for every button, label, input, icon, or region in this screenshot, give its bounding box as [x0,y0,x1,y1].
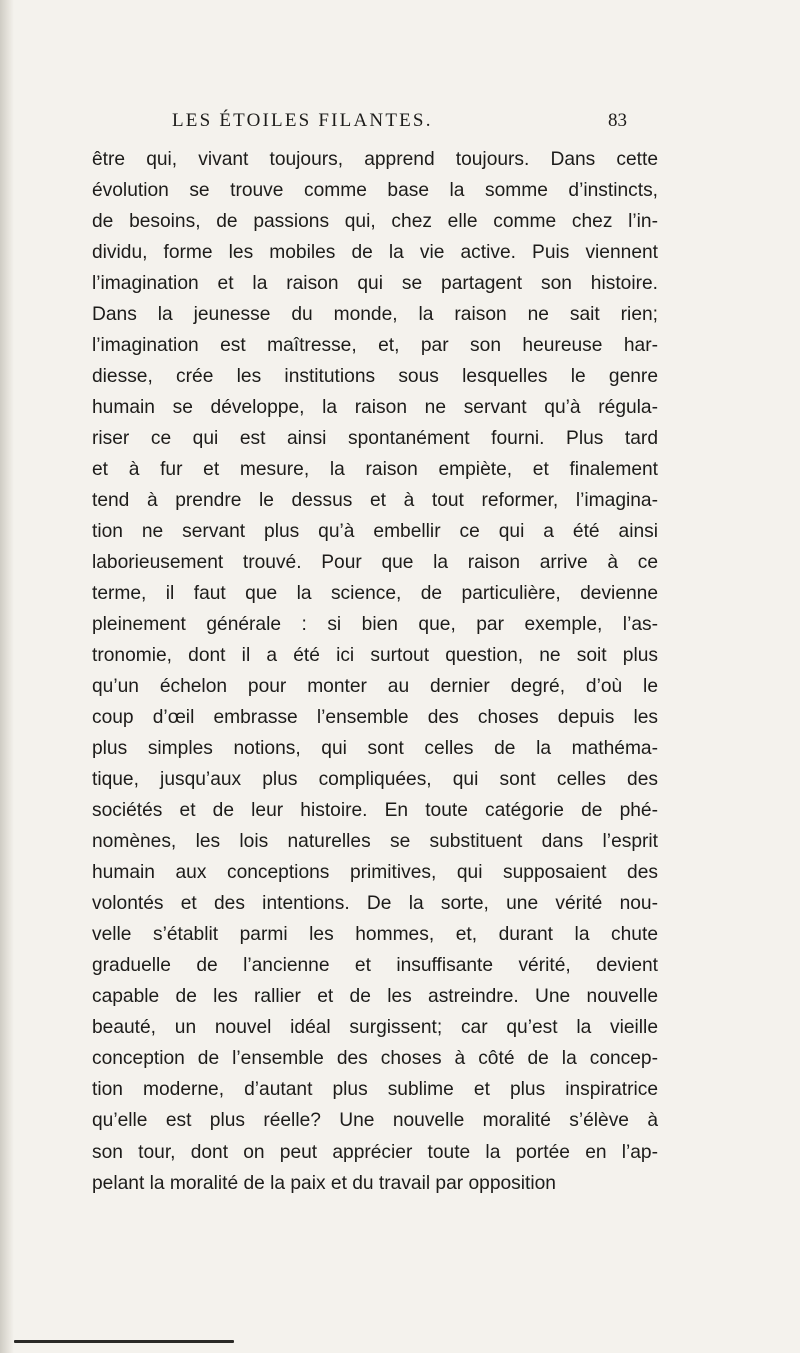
page-number: 83 [608,110,627,131]
text-line: velle s’établit parmi les hommes, et, durant la chute [92,924,658,946]
text-line: coup d’œil embrasse l’ensemble des choses depuis les [92,707,658,729]
text-line: tronomie, dont il a été ici surtout question, ne soit plus [92,645,658,667]
text-line: diesse, crée les institutions sous lesquelles le genre [92,366,658,388]
text-line: tion ne servant plus qu’à embellir ce qui a été ainsi [92,521,658,543]
text-line: pelant la moralité de la paix et du travail par opposition [92,1172,556,1194]
text-line: Dans la jeunesse du monde, la raison ne sait rien; [92,304,658,326]
text-line: son tour, dont on peut apprécier toute la portée en l’ap- [92,1141,658,1163]
text-line: qu’elle est plus réelle? Une nouvelle moralité s’élève à [92,1110,658,1132]
text-line: riser ce qui est ainsi spontanément fourni. Plus tard [92,428,658,450]
text-line: humain se développe, la raison ne servant qu’à régula- [92,397,658,419]
text-line: beauté, un nouvel idéal surgissent; car qu’est la vieille [92,1017,658,1039]
text-line: sociétés et de leur histoire. En toute catégorie de phé- [92,800,658,822]
text-line: l’imagination est maîtresse, et, par son heureuse har- [92,335,658,357]
text-line: qu’un échelon pour monter au dernier degré, d’où le [92,676,658,698]
text-line: être qui, vivant toujours, apprend toujours. Dans cette [92,149,658,170]
text-line: terme, il faut que la science, de particulière, devienne [92,583,658,605]
text-line: et à fur et mesure, la raison empiète, et finalement [92,459,658,481]
text-line: volontés et des intentions. De la sorte, une vérité nou- [92,893,658,915]
text-line: laborieusement trouvé. Pour que la raison arrive à ce [92,552,658,574]
text-line: pleinement générale : si bien que, par exemple, l’as- [92,614,658,636]
text-line: dividu, forme les mobiles de la vie active. Puis viennent [92,242,658,264]
text-line: nomènes, les lois naturelles se substituent dans l’esprit [92,831,658,853]
text-line: tion moderne, d’autant plus sublime et plus inspiratrice [92,1079,658,1101]
binding-shadow [0,0,14,1353]
text-line: graduelle de l’ancienne et insuffisante vérité, devient [92,955,658,977]
text-line: capable de les rallier et de les astreindre. Une nouvelle [92,986,658,1008]
text-line: plus simples notions, qui sont celles de la mathéma- [92,738,658,760]
text-line: de besoins, de passions qui, chez elle comme chez l’in- [92,211,658,233]
text-line: humain aux conceptions primitives, qui supposaient des [92,862,658,884]
page-bottom-edge [14,1340,234,1343]
text-line: conception de l’ensemble des choses à côté de la concep- [92,1048,658,1070]
text-line: l’imagination et la raison qui se partagent son histoire. [92,273,658,295]
body-text [92,144,658,1199]
text-line: évolution se trouve comme base la somme d’instincts, [92,180,658,202]
running-title: LES ÉTOILES FILANTES. [172,110,433,131]
text-line: tique, jusqu’aux plus compliquées, qui sont celles des [92,769,658,791]
text-line: tend à prendre le dessus et à tout reformer, l’imagina- [92,490,658,512]
running-head [172,110,627,136]
